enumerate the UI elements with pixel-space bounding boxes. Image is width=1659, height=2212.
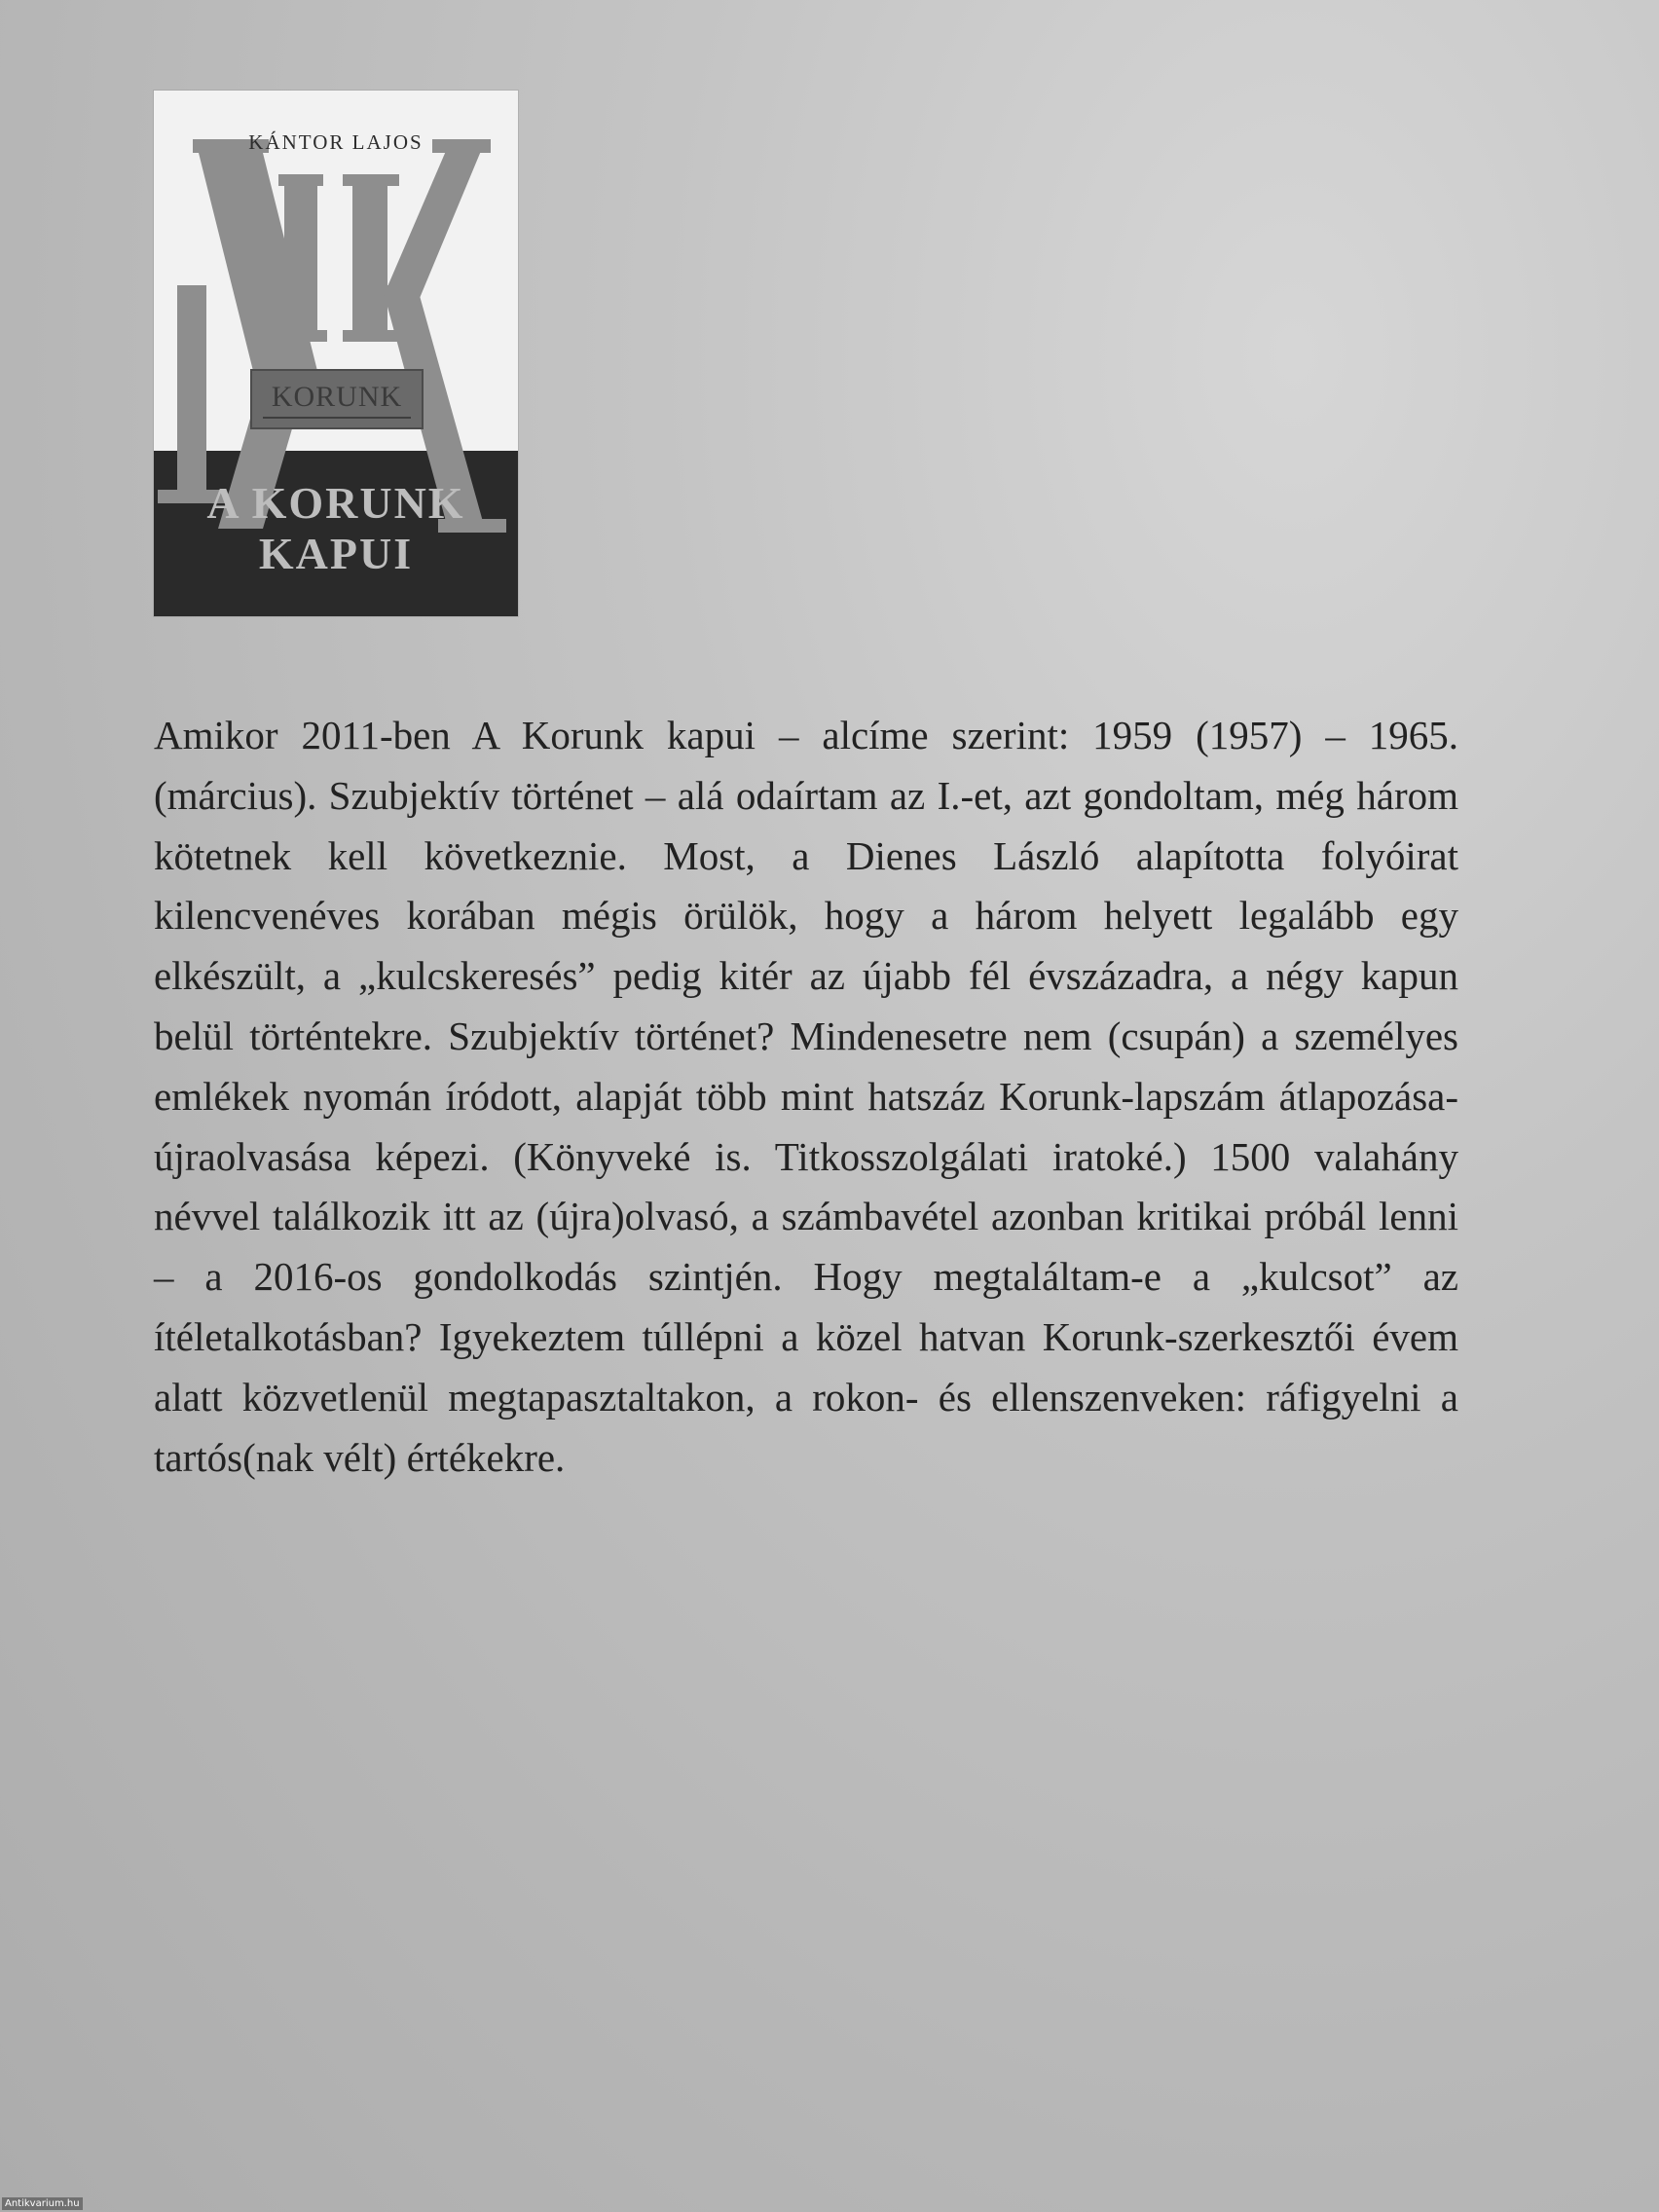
cover-title [154,478,518,579]
cover-title-line1: A KORUNK [206,478,465,528]
blurb-text: Amikor 2011-ben A Korunk kapui – alcíme szerint: 1959 (1957) – 1965. (március). Szubjektív történet – alá odaírtam az I.-et, azt gondoltam, még három kötetnek kell következnie. Most, a Dienes László alapította folyóirat kilencvenéves korában mégis örülök, hogy a három helyett legalább egy elkészült, a „kulcskeresés” pedig kitér az újabb fél évszázadra, a négy kapun belül történtekre. Szubjektív történet? Mindenesetre nem (csupán) a személyes emlékek nyomán íródott, alapját több mint hatszáz Korunk-lapszám átlapozása-újraolvasása képezi. (Könyveké is. Titkosszolgálati iratoké.) 1500 valahány névvel találkozik itt az (újra)olvasó, a számbavétel azonban kritikai próbál lenni – a 2016-os gondolkodás szintjén. Hogy megtaláltam-e a „kulcsot” az ítéletalkotásban? Igyekeztem túllépni a közel hatvan Korunk-szerkesztői évem alatt közvetlenül megtapasztaltakon, a rokon- és ellenszenveken: ráfigyelni a tartós(nak vélt) értékekre. [154,713,1458,1480]
cover-plaque-text: KORUNK [271,381,403,413]
right-k-letter [343,139,506,533]
cover-author: KÁNTOR LAJOS [248,130,424,154]
site-watermark: Antikvarium.hu [2,2197,83,2210]
book-cover-thumbnail [154,91,518,616]
cover-title-line2: KAPUI [258,529,414,578]
